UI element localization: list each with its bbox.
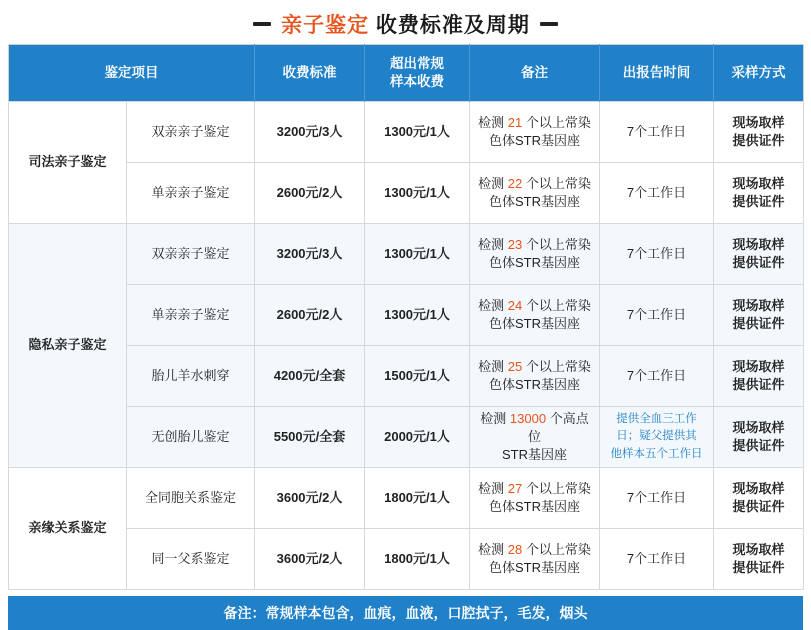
sampling-line2: 提供证件: [732, 133, 785, 148]
remark-number: 23: [507, 236, 523, 252]
extra-fee-value: 1300元/1人: [365, 163, 470, 224]
sampling-line1: 现场取样: [732, 541, 785, 557]
item-label: 无创胎儿鉴定: [127, 407, 255, 468]
report-time-value: 7个工作日: [600, 346, 714, 407]
category-label: 隐私亲子鉴定: [9, 224, 127, 468]
sampling-line2: 提供证件: [732, 377, 785, 392]
remark-line2: 色体STR基因座: [488, 194, 580, 209]
remark-mid: 个高点位: [527, 410, 589, 444]
table-row: [9, 224, 804, 285]
sampling-method-value: [714, 346, 804, 407]
category-label: 亲缘关系鉴定: [9, 468, 127, 590]
price-value: 2600元/2人: [255, 163, 365, 224]
page-title: [0, 0, 811, 44]
price-value: 3600元/2人: [255, 468, 365, 529]
price-value: 5500元/全套: [255, 407, 365, 468]
table-row: [9, 285, 804, 346]
report-time-value: 7个工作日: [600, 163, 714, 224]
title-dash-left-icon: [253, 22, 271, 26]
table-row: [9, 102, 804, 163]
header-extra-line2: 样本收费: [390, 74, 444, 89]
table-row: [9, 163, 804, 224]
footer-note: 备注：常规样本包含，血痕，血液，口腔拭子，毛发，烟头: [8, 596, 803, 630]
item-label: 双亲亲子鉴定: [127, 102, 255, 163]
extra-fee-value: 1300元/1人: [365, 102, 470, 163]
fee-table-wrapper: [0, 44, 811, 590]
sampling-line2: 提供证件: [732, 316, 785, 331]
sampling-line2: 提供证件: [732, 194, 785, 209]
remark-prefix: 检测: [480, 410, 510, 426]
sampling-line1: 现场取样: [732, 175, 785, 191]
item-label: 双亲亲子鉴定: [127, 224, 255, 285]
remark-number: 27: [507, 480, 523, 496]
sampling-line2: 提供证件: [732, 438, 785, 453]
sampling-line1: 现场取样: [732, 480, 785, 496]
remark-prefix: 检测: [478, 236, 508, 252]
item-label: 同一父系鉴定: [127, 529, 255, 590]
remark-text: [470, 163, 600, 224]
price-value: 3600元/2人: [255, 529, 365, 590]
remark-mid: 个以上常染: [522, 297, 591, 313]
table-row: [9, 468, 804, 529]
header-extra-line1: 超出常规: [390, 55, 444, 71]
price-value: 3200元/3人: [255, 102, 365, 163]
remark-line2: 色体STR基因座: [488, 316, 580, 331]
extra-fee-value: 1800元/1人: [365, 468, 470, 529]
remark-mid: 个以上常染: [522, 480, 591, 496]
sampling-line1: 现场取样: [732, 358, 785, 374]
report-time-value: 7个工作日: [600, 285, 714, 346]
remark-mid: 个以上常染: [522, 358, 591, 374]
remark-line2: 色体STR基因座: [488, 255, 580, 270]
sampling-method-value: [714, 224, 804, 285]
remark-text: [470, 224, 600, 285]
header-item: 鉴定项目: [9, 45, 255, 102]
remark-prefix: 检测: [478, 297, 508, 313]
remark-prefix: 检测: [478, 175, 508, 191]
sampling-method-value: [714, 285, 804, 346]
table-row: [9, 346, 804, 407]
remark-line2: 色体STR基因座: [488, 499, 580, 514]
sampling-line2: 提供证件: [732, 255, 785, 270]
report-time-value: [600, 407, 714, 468]
sampling-method-value: [714, 529, 804, 590]
remark-mid: 个以上常染: [522, 236, 591, 252]
remark-line2: 色体STR基因座: [488, 377, 580, 392]
title-dash-right-icon: [540, 22, 558, 26]
item-label: 胎儿羊水刺穿: [127, 346, 255, 407]
extra-fee-value: 1300元/1人: [365, 285, 470, 346]
remark-mid: 个以上常染: [522, 114, 591, 130]
remark-number: 25: [507, 358, 523, 374]
sampling-line1: 现场取样: [732, 419, 785, 435]
sampling-line2: 提供证件: [732, 560, 785, 575]
remark-text: [470, 468, 600, 529]
header-remark: 备注: [470, 45, 600, 102]
page-title-highlight: 亲子鉴定: [281, 14, 370, 37]
table-header-row: [9, 45, 804, 102]
item-label: 全同胞关系鉴定: [127, 468, 255, 529]
remark-prefix: 检测: [478, 541, 508, 557]
price-value: 2600元/2人: [255, 285, 365, 346]
sampling-method-value: [714, 163, 804, 224]
header-price: 收费标准: [255, 45, 365, 102]
report-time-line3: 他样本五个工作日: [610, 447, 703, 460]
price-value: 4200元/全套: [255, 346, 365, 407]
header-sampling-method: 采样方式: [714, 45, 804, 102]
sampling-method-value: [714, 102, 804, 163]
remark-line2: 色体STR基因座: [488, 133, 580, 148]
extra-fee-value: 2000元/1人: [365, 407, 470, 468]
page-title-text: [281, 9, 530, 39]
fee-table: [8, 44, 804, 590]
item-label: 单亲亲子鉴定: [127, 285, 255, 346]
remark-line2: STR基因座: [501, 447, 567, 463]
remark-mid: 个以上常染: [522, 541, 591, 557]
header-extra-sample-fee: [365, 45, 470, 102]
sampling-line1: 现场取样: [732, 114, 785, 130]
header-report-time: 出报告时间: [600, 45, 714, 102]
remark-line2: 色体STR基因座: [488, 560, 580, 575]
remark-text: [470, 285, 600, 346]
sampling-line1: 现场取样: [732, 297, 785, 313]
report-time-line2: 日；疑父提供其: [616, 430, 697, 443]
category-label: 司法亲子鉴定: [9, 102, 127, 224]
remark-text: [470, 346, 600, 407]
page-title-suffix: 收费标准及周期: [369, 14, 530, 37]
remark-number: 21: [507, 114, 523, 130]
report-time-value: 7个工作日: [600, 468, 714, 529]
sampling-method-value: [714, 407, 804, 468]
remark-number: 22: [507, 175, 523, 191]
remark-prefix: 检测: [478, 114, 508, 130]
remark-text: [470, 102, 600, 163]
remark-prefix: 检测: [478, 480, 508, 496]
remark-number: 24: [507, 297, 523, 313]
extra-fee-value: 1500元/1人: [365, 346, 470, 407]
report-time-value: 7个工作日: [600, 102, 714, 163]
sampling-method-value: [714, 468, 804, 529]
item-label: 单亲亲子鉴定: [127, 163, 255, 224]
sampling-line1: 现场取样: [732, 236, 785, 252]
remark-text: [470, 407, 600, 468]
report-time-value: 7个工作日: [600, 529, 714, 590]
table-row: [9, 529, 804, 590]
remark-prefix: 检测: [478, 358, 508, 374]
remark-text: [470, 529, 600, 590]
extra-fee-value: 1800元/1人: [365, 529, 470, 590]
remark-mid: 个以上常染: [522, 175, 591, 191]
report-time-line1: 提供全血三工作: [616, 413, 697, 426]
remark-number: 13000: [509, 410, 547, 426]
remark-number: 28: [507, 541, 523, 557]
extra-fee-value: 1300元/1人: [365, 224, 470, 285]
table-row: [9, 407, 804, 468]
report-time-value: 7个工作日: [600, 224, 714, 285]
price-value: 3200元/3人: [255, 224, 365, 285]
sampling-line2: 提供证件: [732, 499, 785, 514]
